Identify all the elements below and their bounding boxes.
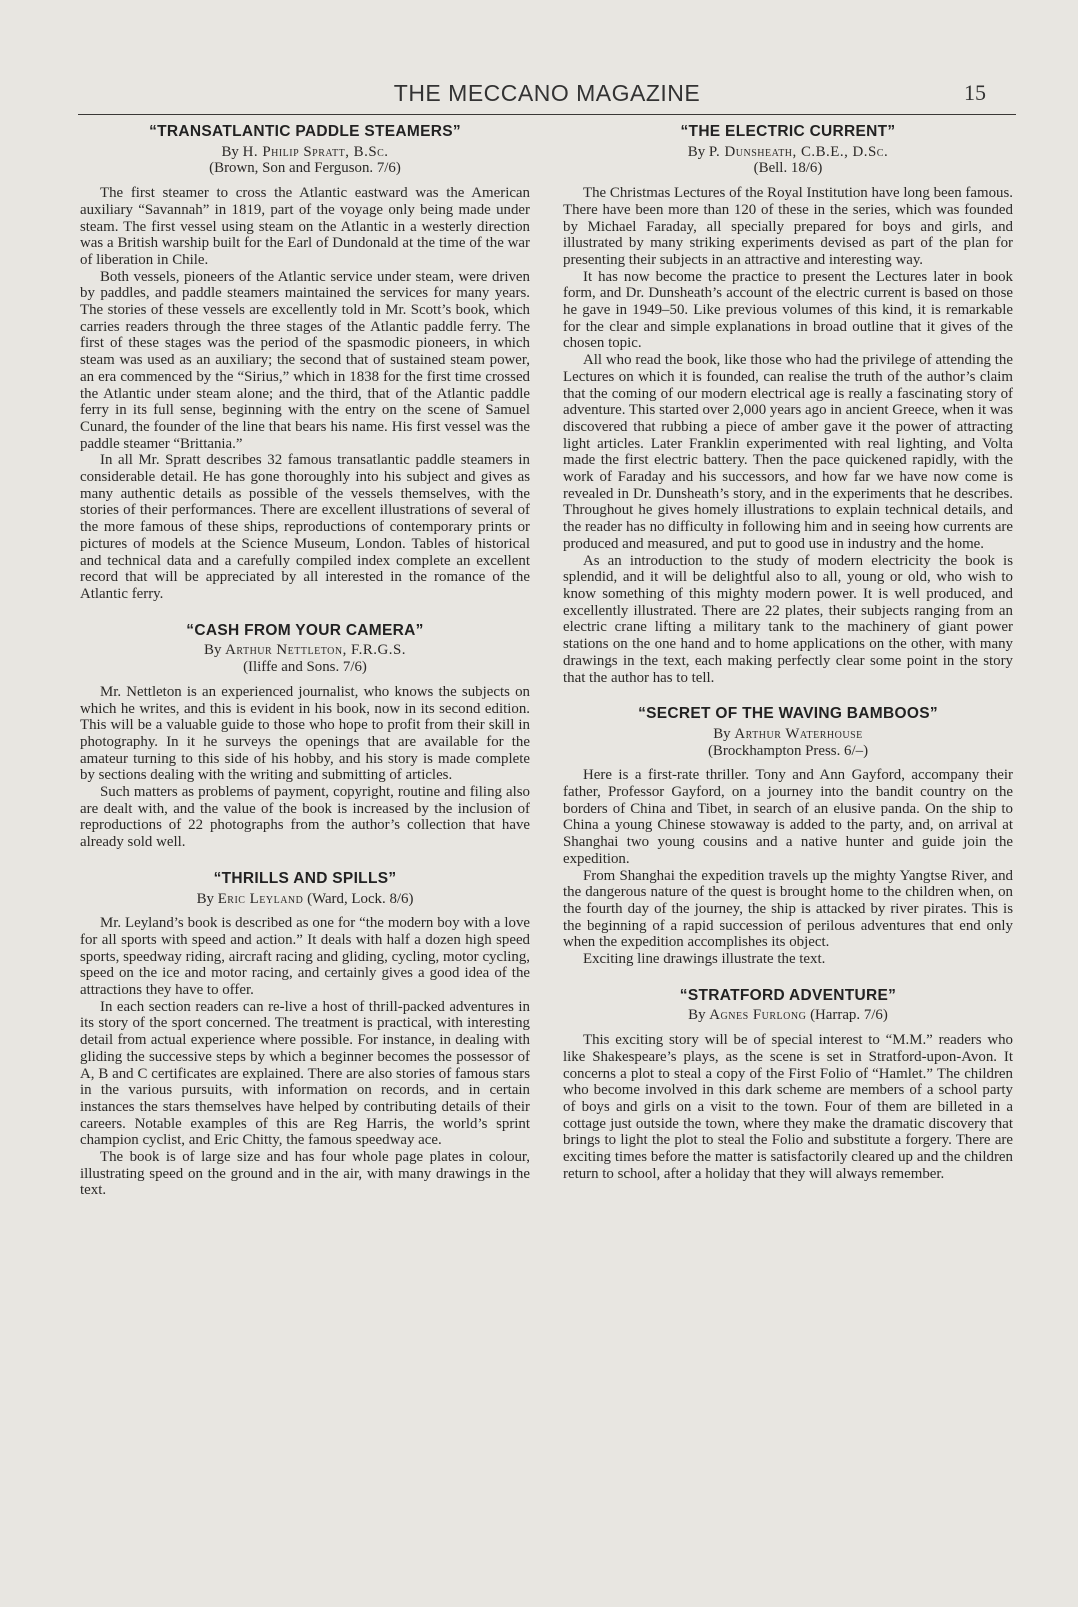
by-prefix: By [196,890,214,907]
review-paragraph: From Shanghai the expedition travels up the mighty Yangtse River, and the dangerous nature of the quest is brought home to the children when, on the fourth day of the journey, the ship is attacked by river pirates. This is the beginning of a rapid succession of perilous adventures that end only when the expedition accomplishes its object. [563,867,1013,951]
review-paragraph: Mr. Nettleton is an experienced journalist, who knows the subjects on which he writes, and this is evident in his book, now in its second edition. This will be a valuable guide to those who hope to profit from their skill in photography. In it he surveys the openings that are available for the amateur turning to this side of his hobby, and his story is made complete by sections dealing with the writing and submitting of articles. [80,683,530,784]
review-paragraph: All who read the book, like those who had the privilege of attending the Lectures on which it is founded, can realise the truth of the author’s claim that the coming of our modern electrical age is really a fascinating story of adventure. This started over 2,000 years ago in ancient Greece, when it was discovered that rubbing a piece of amber gave it the power of attracting light articles. Later Franklin experimented with real lighting, and Volta made the first electric battery. Then the pace quickened rapidly, with the work of Faraday and his successors, and how far we have now come is revealed in Dr. Dunsheath’s story, and in the experiments that he describes. Throughout he gives homely illustrations to explain technical details, and the reader has no difficulty in following him and in seeing how currents are produced and measured, and put to good use in industry and the home. [563,352,1014,552]
review-stratford-adventure [563,988,1013,1183]
review-paragraph: In each section readers can re-live a host of thrill-packed adventures in its story of the sport concerned. The treatment is practical, with interesting detail from actual experience where possible. For instance, in dealing with gliding the successive steps by which a beginner becomes the possessor of A, B and C certificates are explained. There are also stories of famous stars in the various pursuits, with information on records, and in certain instances the stars themselves have helped by contributing details of their careers. Notable examples of this are Reg Harris, the world’s sprint champion cyclist, and Eric Chitty, the famous speedway ace. [80,998,530,1149]
review-paragraph: The first steamer to cross the Atlantic eastward was the American auxiliary “Savannah” in 1819, part of the voyage only being made under steam. The first vessel using steam on the Atlantic in a westerly direction was a British warship built for the Earl of Dundonald at the time of the war of liberation in Chile. [80,185,530,268]
review-title: “THE ELECTRIC CURRENT” [680,123,896,140]
page-number: 15 [964,80,986,105]
review-title: “SECRET OF THE WAVING BAMBOOS” [638,705,938,723]
review-author: H. Philip Spratt, B.Sc. [242,143,389,160]
review-secret-of-the-waving-bamboos [563,706,1013,968]
review-author: Arthur Waterhouse [734,725,863,742]
review-byline [563,726,1013,743]
review-paragraph: It has now become the practice to present the Lectures later in book form, and Dr. Dunsheath’s account of the electric current is based on those he gave in 1949–50. Like previous volumes of this kind, it is remarkable for the clear and simple explanations in broad outline that it gives of the chosen topic. [563,268,1013,352]
review-paragraph: Mr. Leyland’s book is described as one for “the modern boy with a love for all sports with speed and action.” It deals with half a dozen high speed sports, speedway riding, aircraft racing and gliding, cycling, motor cycling, speed on the ice and motor racing, and certainly gives a good idea of the attractions they have to offer. [80,915,530,999]
review-paragraph: The book is of large size and has four whole page plates in colour, illustrating speed on the ground and in the air, with many drawings in the text. [80,1149,530,1199]
review-paragraph: Here is a first-rate thriller. Tony and Ann Gayford, accompany their father, Professor Gayford, on a journey into the bandit country on the borders of China and Tibet, in search of an elusive panda. On the ship to China a young Chinese stowaway is added to the party, and, on arrival at Shanghai two young cousins and a native hunter and guide join the expedition. [563,767,1013,867]
review-byline [80,891,530,908]
review-byline [80,144,530,161]
review-paragraph: The Christmas Lectures of the Royal Institution have long been famous. There have been more than 120 of these in the series, which was founded by Michael Faraday, all specially prepared for boys and girls, and illustrated by many striking experiments devised as part of the plan for presenting their subjects in an attractive and interesting way. [563,185,1013,268]
review-author: P. Dunsheath, C.B.E., D.Sc. [708,143,889,160]
review-title: “TRANSATLANTIC PADDLE STEAMERS” [149,123,461,140]
review-publisher: (Bell. 18/6) [753,160,823,177]
by-prefix: By [687,143,706,160]
review-paragraph: Exciting line drawings illustrate the text. [583,951,826,968]
review-author: Agnes Furlong [709,1007,807,1024]
magazine-title: THE MECCANO MAGAZINE [393,80,701,106]
review-publisher: (Iliffe and Sons. 7/6) [243,659,367,676]
by-prefix: By [713,725,731,742]
review-the-electric-current [563,124,1013,686]
review-publisher: (Harrap. 7/6) [810,1007,888,1024]
left-column [80,124,530,1199]
by-prefix: By [221,143,239,160]
review-title: “CASH FROM YOUR CAMERA” [186,621,424,639]
by-prefix: By [204,642,222,659]
review-publisher: (Brockhampton Press. 6/–) [707,742,869,759]
review-paragraph: As an introduction to the study of modern electricity the book is splendid, and it will be delightful also to all, young or old, who wish to know something of this mighty modern power. It is well produced, and excellently illustrated. There are 22 plates, their subjects ranging from an electric crane lifting a military tank to the machinery of giant power stations on the one hand and to home applications on the other, with many drawings in the text, each making perfectly clear some point in the story that the author has to tell. [563,552,1013,686]
right-column [563,124,1013,1182]
review-byline [563,144,1013,161]
by-prefix: By [688,1007,706,1024]
review-paragraph: This exciting story will be of special interest to “M.M.” readers who like Shakespeare’s plays, as the scene is set in Stratford-upon-Avon. It concerns a plot to steal a copy of the First Folio of “Hamlet.” The children who become involved in this dark scheme are members of a school party of boys and girls on a visit to the town. Four of them are billeted in a cottage just outside the town, where they make the dramatic discovery that brings to light the plot to steal the Folio and substitute a forgery. There are exciting times before the matter is satisfactorily cleared up and the children return to school, after a holiday that they will always remember. [563,1032,1013,1182]
review-publisher: (Brown, Son and Ferguson. 7/6) [209,160,401,177]
review-title: “STRATFORD ADVENTURE” [679,986,897,1004]
review-author: Eric Leyland [217,890,304,907]
review-paragraph: Such matters as problems of payment, copyright, routine and filing also are dealt with, and the value of the book is increased by the inclusion of reproductions of 22 photographs from the author’s collection that have already sold well. [80,784,530,851]
review-transatlantic-paddle-steamers [80,124,530,603]
review-byline [80,642,530,659]
review-byline [563,1007,1013,1024]
review-cash-from-your-camera [80,623,530,851]
review-thrills-and-spills [80,871,530,1199]
review-author: Arthur Nettleton, F.R.G.S. [225,642,406,659]
review-publisher: (Ward, Lock. 8/6) [307,890,414,907]
review-title: “THRILLS AND SPILLS” [213,869,397,887]
page-header [78,78,1016,115]
review-paragraph: In all Mr. Spratt describes 32 famous transatlantic paddle steamers in considerable detail. He has gone thoroughly into his subject and gives as many authentic details as possible of the vessels themselves, with the stories of their performances. There are excellent illustrations of several of the more famous of these ships, reproductions of contemporary prints or pictures of models at the Science Museum, London. Tables of historical and technical data and a carefully compiled index complete an excellent record that will be appreciated by all interested in the romance of the Atlantic ferry. [80,452,530,602]
review-paragraph: Both vessels, pioneers of the Atlantic service under steam, were driven by paddles, and paddle steamers maintained the services for many years. The stories of these vessels are excellently told in Mr. Scott’s book, which carries readers through the three stages of the Atlantic paddle ferry. The first of these stages was the period of the spasmodic pioneers, in which steam was used as an auxiliary; the second that of sustained steam power, an era commenced by the “Sirius,” which in 1838 for the first time crossed the Atlantic under steam alone; and the third, that of the Atlantic paddle ferry in its full sense, beginning with the entry on the scene of Samuel Cunard, the founder of the line that bears his name. His first vessel was the paddle steamer “Brittania.” [80,268,530,452]
